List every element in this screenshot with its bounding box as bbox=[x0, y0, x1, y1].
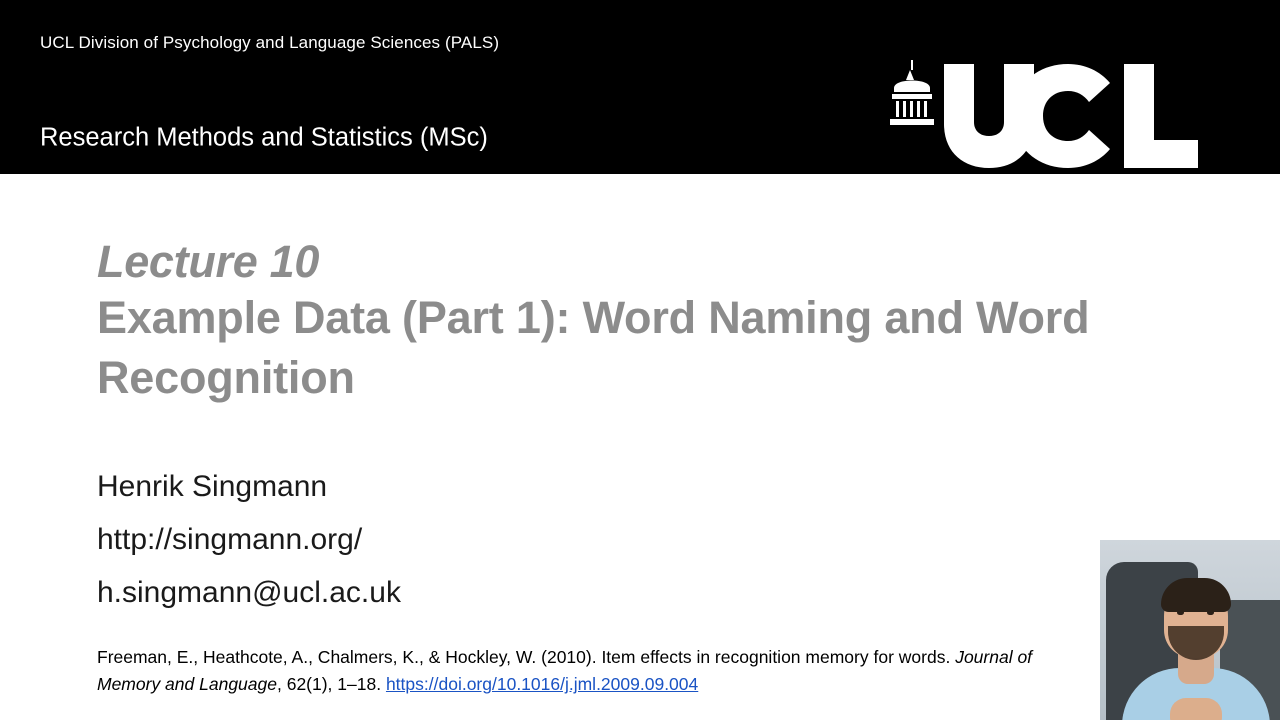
lecture-number: Lecture 10 bbox=[97, 236, 320, 287]
presenter-video-overlay[interactable] bbox=[1100, 540, 1280, 720]
reference-journal: Journal of Memory and Language bbox=[97, 647, 1033, 695]
presenter-eye-right bbox=[1207, 610, 1214, 615]
reference-authors-year: Freeman, E., Heathcote, A., Chalmers, K., & Hockley, W. (2010). Item effects in recognition memory bbox=[97, 647, 869, 667]
slide-header bbox=[0, 0, 1280, 174]
reference-doi-link[interactable]: https://doi.org/10.1016/j.jml.2009.09.004 bbox=[385, 674, 699, 695]
presenter-eye-left bbox=[1177, 610, 1184, 615]
presenter-hands bbox=[1170, 698, 1222, 720]
presenter-hair bbox=[1161, 578, 1231, 612]
reference-volume-pages: , 62(1), 1–18. bbox=[276, 674, 386, 695]
author-email[interactable]: h.singmann@ucl.ac.uk bbox=[97, 576, 401, 610]
page-title: Example Data (Part 1): Word Naming and Word Recognition bbox=[97, 291, 1090, 403]
author-website[interactable]: http://singmann.org/ bbox=[97, 523, 363, 557]
author-name: Henrik Singmann bbox=[97, 470, 328, 503]
course-title: Research Methods and Statistics (MSc) bbox=[40, 123, 488, 152]
department-label: UCL Division of Psychology and Language Sciences (PALS) bbox=[40, 33, 500, 52]
title-block bbox=[97, 238, 1147, 408]
reference-citation bbox=[97, 644, 1087, 698]
author-block bbox=[97, 460, 997, 619]
reference-title-tail: for words. bbox=[873, 647, 956, 667]
ucl-logo bbox=[888, 58, 1228, 174]
